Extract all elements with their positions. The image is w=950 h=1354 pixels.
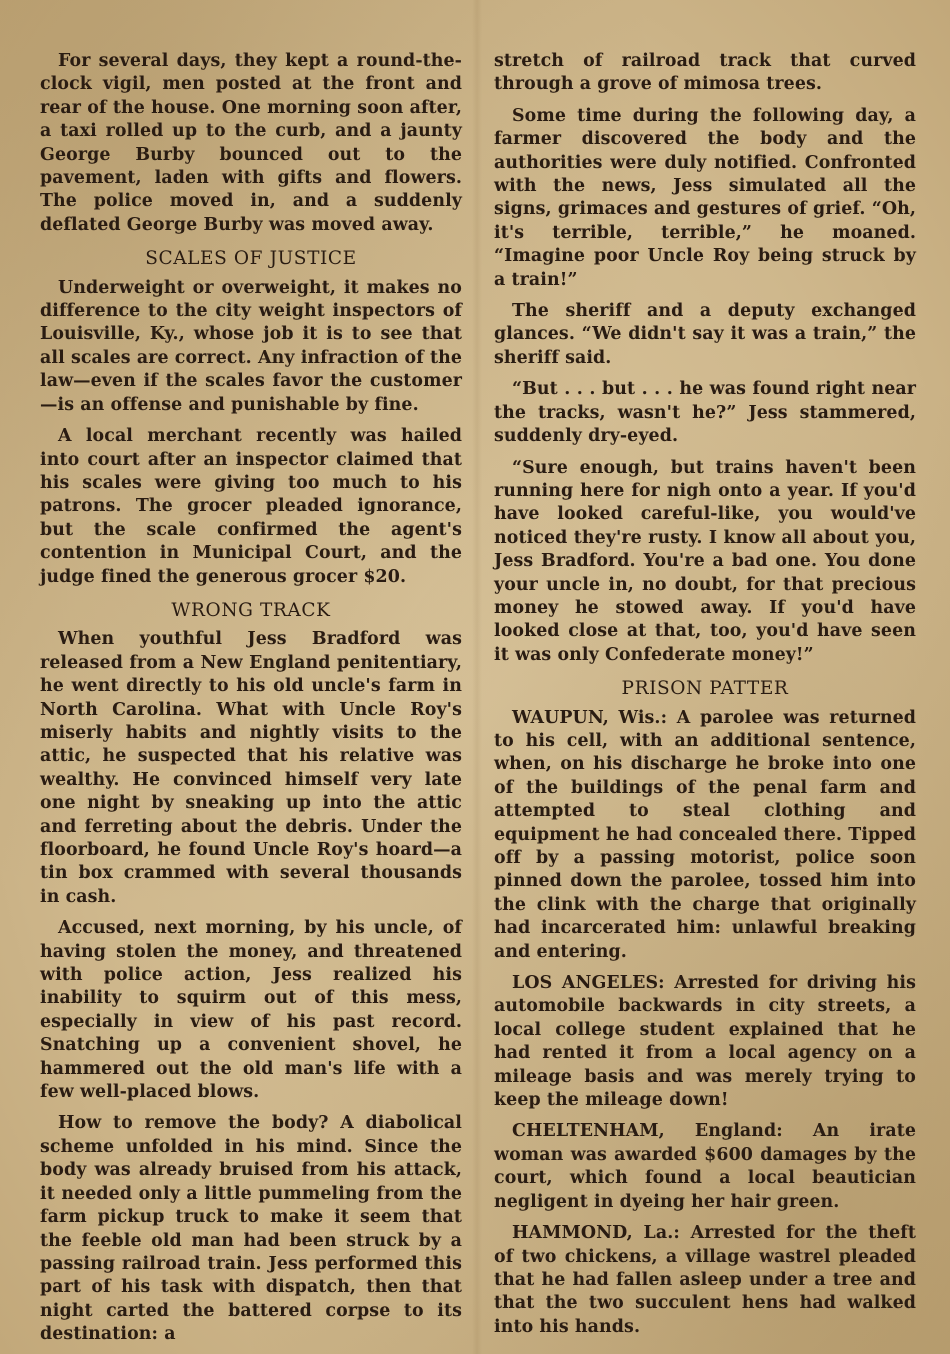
text-los-angeles: Arrested for driving his automobile backwards in city streets, a local college student explained that he had rented it from a local agency on a mileage basis and was merely trying to keep the mileage down! <box>494 973 916 1111</box>
heading-wrong-track: WRONG TRACK <box>171 599 331 621</box>
paragraph-jess-bradford: When youthful Jess Bradford was released from a New England penitentiary, he went directly to his old uncle's farm in North Carolina. What with Uncle Roy's miserly habits and nightly visits to the attic, he suspected that his relative was wealthy. He convinced himself very late one night by sneaking up into the attic and ferreting about the debris. Under the floorboard, he found Uncle Roy's hoard—a tin box crammed with several thousands in cash. <box>40 629 462 907</box>
place-waupun: WAUPUN, Wis.: <box>512 707 668 728</box>
paragraph-railroad-track: stretch of railroad track that curved through a grove of mimosa trees. <box>494 51 916 95</box>
heading-scales-of-justice: SCALES OF JUSTICE <box>145 248 357 270</box>
paragraph-hammond <box>494 1222 916 1339</box>
paragraph-farmer-discovered: Some time during the following day, a farmer discovered the body and the authorities were duly notified. Confronted with the news, Jess simulated all the signs, grimaces and gestures of grief. “Oh, it's terrible, terrible,” he moaned. “Imagine poor Uncle Roy being struck by a train!” <box>494 105 916 290</box>
paragraph-sheriff-glances: The sheriff and a deputy exchanged glances. “We didn't say it was a train,” the sheriff said. <box>494 301 916 368</box>
paragraph-confederate-money: “Sure enough, but trains haven't been running here for nigh onto a year. If you'd have looked careful-like, you would've noticed they're rusty. I know all about you, Jess Bradford. You're a bad one. You done your uncle in, no doubt, for that precious money he stowed away. If you'd have looked close at that, too, you'd have seen it was only Confederate money!” <box>494 457 916 665</box>
paragraph-jess-stammered: “But . . . but . . . he was found right near the tracks, wasn't he?” Jess stammered, suddenly dry-eyed. <box>494 379 916 447</box>
paragraph-cheltenham <box>494 1120 916 1214</box>
text-cheltenham: An irate woman was awarded $600 damages by the court, which found a local beautician negligent in dyeing her hair green. <box>494 1121 916 1212</box>
heading-prison-patter: PRISON PATTER <box>621 678 789 700</box>
page-fold <box>472 0 482 1354</box>
paragraph-remove-body: How to remove the body? A diabolical scheme unfolded in his mind. Since the body was already bruised from his attack, it needed only a little pummeling from the farm pickup truck to make it seem that the feeble old man had been struck by a passing railroad train. Jess performed this part of his task with dispatch, then that night carted the battered corpse to its destination: a <box>40 1113 462 1345</box>
left-column <box>40 50 462 1354</box>
text-hammond: Arrested for the theft of two chickens, a village wastrel pleaded that he had fallen asleep under a tree and that the two succulent hens had walked into his hands. <box>494 1223 916 1337</box>
place-hammond: HAMMOND, La.: <box>512 1223 680 1244</box>
text-waupun: A parolee was returned to his cell, with an additional sentence, when, on his discharge he broke into one of the buildings of the penal farm and attempted to steal clothing and equipment he had concealed there. Tipped off by a passing motorist, police soon pinned down the parolee, tossed him into the clink with the charge that originally had incarcerated him: unlawful breaking and entering. <box>494 707 917 962</box>
place-cheltenham: CHELTENHAM, England: <box>512 1121 783 1142</box>
paragraph-weight-inspectors: Underweight or overweight, it makes no difference to the city weight inspectors of Louisville, Ky., whose job it is to see that all scales are correct. Any infraction of the law—even if the scales favor the customer —is an offense and punishable by fine. <box>40 277 462 415</box>
paragraph-generous-grocer: A local merchant recently was hailed into court after an inspector claimed that his scales were giving too much to his patrons. The grocer pleaded ignorance, but the scale confirmed the agent's contention in Municipal Court, and the judge fined the generous grocer $20. <box>40 426 462 587</box>
paragraph-los-angeles <box>494 972 916 1112</box>
paragraph-waupun <box>494 707 916 964</box>
place-los-angeles: LOS ANGELES: <box>512 973 665 994</box>
paragraph-accused: Accused, next morning, by his uncle, of having stolen the money, and threatened with police action, Jess realized his inability to squirm out of this mess, especially in view of his past record. Snatching up a convenient shovel, he hammered out the old man's life with a few well-placed blows. <box>40 918 462 1103</box>
right-column <box>494 50 916 1347</box>
paragraph-vigil: For several days, they kept a round-the-clock vigil, men posted at the front and rear of the house. One morning soon after, a taxi rolled up to the curb, and a jaunty George Burby bounced out to the pavement, laden with gifts and flowers. The police moved in, and a suddenly deflated George Burby was moved away. <box>40 51 462 235</box>
